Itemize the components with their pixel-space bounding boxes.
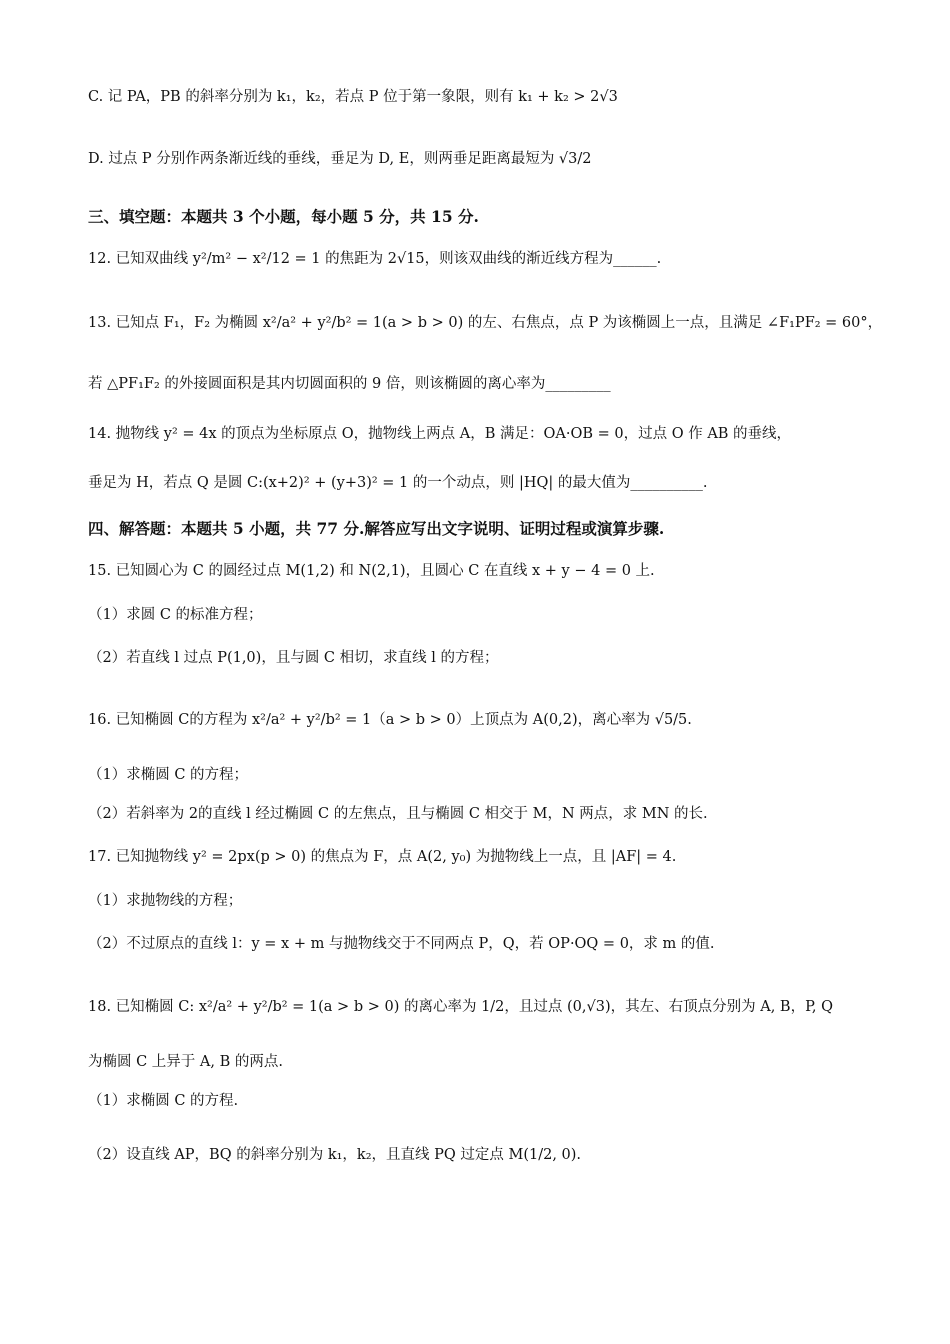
question-12: 12. 已知双曲线 y²/m² − x²/12 = 1 的焦距为 2√15，则该双曲线的渐近线方程为______. xyxy=(88,251,662,267)
question-14-line-2: 垂足为 H，若点 Q 是圆 C:(x+2)² + (y+3)² = 1 的一个动点，则 |HQ| 的最大值为__________. xyxy=(88,475,708,491)
question-13-line-2: 若 △PF₁F₂ 的外接圆面积是其内切圆面积的 9 倍，则该椭圆的离心率为_________ xyxy=(88,376,611,392)
question-13-line-1: 13. 已知点 F₁，F₂ 为椭圆 x²/a² + y²/b² = 1(a > b > 0) 的左、右焦点，点 P 为该椭圆上一点，且满足 ∠F₁PF₂ = 60°， xyxy=(88,315,883,331)
question-18-line-1: 18. 已知椭圆 C: x²/a² + y²/b² = 1(a > b > 0) 的离心率为 1/2，且过点 (0,√3)，其左、右顶点分别为 A, B，P, Q xyxy=(88,999,833,1015)
question-14-line-1: 14. 抛物线 y² = 4x 的顶点为坐标原点 O，抛物线上两点 A，B 满足：OA·OB = 0，过点 O 作 AB 的垂线， xyxy=(88,426,792,442)
question-15-part-1: （1）求圆 C 的标准方程； xyxy=(88,607,263,623)
question-18-line-2: 为椭圆 C 上异于 A, B 的两点. xyxy=(88,1054,283,1070)
question-17-part-2: （2）不过原点的直线 l：y = x + m 与抛物线交于不同两点 P，Q，若 OP·OQ = 0，求 m 的值. xyxy=(88,936,715,952)
question-17: 17. 已知抛物线 y² = 2px(p > 0) 的焦点为 F，点 A(2, y₀) 为抛物线上一点，且 |AF| = 4. xyxy=(88,849,677,865)
question-15: 15. 已知圆心为 C 的圆经过点 M(1,2) 和 N(2,1)，且圆心 C 在直线 x + y − 4 = 0 上. xyxy=(88,563,655,579)
option-c: C. 记 PA，PB 的斜率分别为 k₁，k₂，若点 P 位于第一象限，则有 k₁ + k₂ > 2√3 xyxy=(88,89,618,105)
question-18-part-2: （2）设直线 AP，BQ 的斜率分别为 k₁，k₂，且直线 PQ 过定点 M(1/2, 0). xyxy=(88,1147,582,1163)
question-15-part-2: （2）若直线 l 过点 P(1,0)，且与圆 C 相切，求直线 l 的方程； xyxy=(88,650,499,666)
question-16: 16. 已知椭圆 C的方程为 x²/a² + y²/b² = 1（a > b > 0）上顶点为 A(0,2)，离心率为 √5/5. xyxy=(88,712,692,728)
question-18-part-1: （1）求椭圆 C 的方程. xyxy=(88,1093,239,1109)
question-16-part-2: （2）若斜率为 2的直线 l 经过椭圆 C 的左焦点，且与椭圆 C 相交于 M，N 两点，求 MN 的长. xyxy=(88,806,708,822)
question-17-part-1: （1）求抛物线的方程； xyxy=(88,893,243,909)
question-16-part-1: （1）求椭圆 C 的方程； xyxy=(88,767,249,783)
section-fill-in-title: 三、填空题：本题共 3 个小题，每小题 5 分，共 15 分. xyxy=(88,207,479,226)
option-d: D. 过点 P 分别作两条渐近线的垂线，垂足为 D, E，则两垂足距离最短为 √3/2 xyxy=(88,151,592,167)
section-answer-title: 四、解答题：本题共 5 小题，共 77 分.解答应写出文字说明、证明过程或演算步骤. xyxy=(88,519,665,538)
